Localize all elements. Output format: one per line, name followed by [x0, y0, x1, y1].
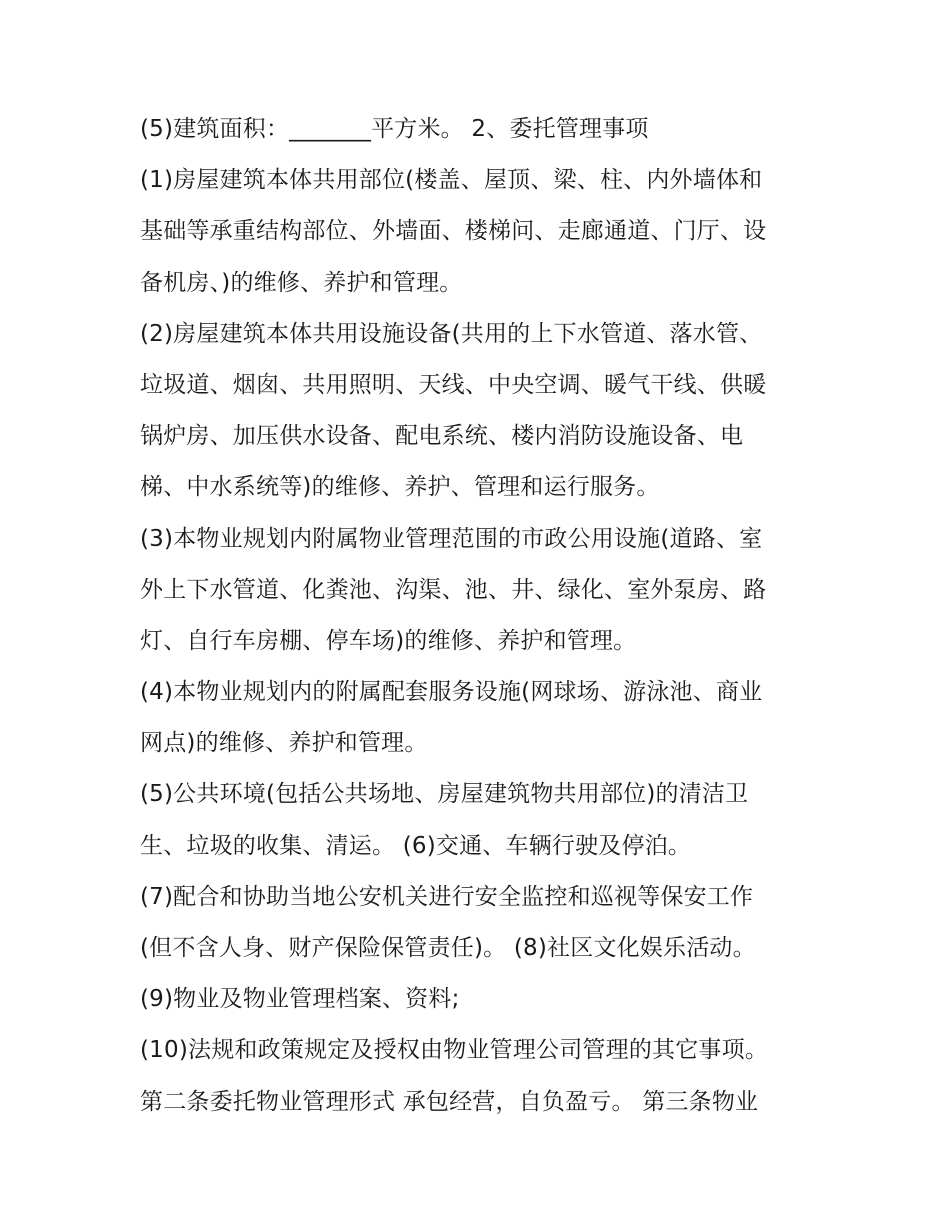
text-line: (10)法规和政策规定及授权由物业管理公司管理的其它事项。 [140, 1037, 769, 1064]
text-line: (9)物业及物业管理档案、资料; [140, 986, 460, 1013]
text-line: 第二条委托物业管理形式 承包经营，自负盈亏。 第三条物业 [140, 1088, 759, 1115]
text-line: (3)本物业规划内附属物业管理范围的市政公用设施(道路、室 [140, 525, 763, 552]
document-body [140, 104, 820, 1128]
text-line: 垃圾道、烟囱、共用照明、天线、中央空调、暖气干线、供暖 [140, 371, 767, 398]
text-line: 网点)的维修、养护和管理。 [140, 730, 428, 757]
text-line: (7)配合和协助当地公安机关进行安全监控和巡视等保安工作 [140, 883, 754, 910]
text-line: (1)房屋建筑本体共用部位(楼盖、屋顶、梁、柱、内外墙体和 [140, 167, 763, 194]
text-line: 灯、自行车房棚、停车场)的维修、养护和管理。 [140, 627, 637, 654]
text-line: 基础等承重结构部位、外墙面、楼梯问、走廊通道、门厅、设 [140, 218, 767, 245]
text-line: 外上下水管道、化粪池、沟渠、池、井、绿化、室外泵房、路 [140, 576, 767, 603]
text-line: (2)房屋建筑本体共用设施设备(共用的上下水管道、落水管、 [140, 320, 763, 347]
text-line: 备机房、)的维修、养护和管理。 [140, 269, 463, 296]
text-line: (4)本物业规划内的附属配套服务设施(网球场、游泳池、商业 [140, 679, 763, 706]
text-line: (但不含人身、财产保险保管责任)。 (8)社区文化娱乐活动。 [140, 935, 756, 961]
text-line: 锅炉房、加压供水设备、配电系统、楼内消防设施设备、电 [140, 423, 744, 450]
text-line: (5)建筑面积：_______平方米。 2、委托管理事项 [140, 116, 649, 142]
text-line: (5)公共环境(包括公共场地、房屋建筑物共用部位)的清洁卫 [140, 781, 749, 808]
text-line: 梯、中水系统等)的维修、养护、管理和运行服务。 [140, 474, 660, 501]
text-line: 生、垃圾的收集、清运。 (6)交通、车辆行驶及停泊。 [140, 832, 692, 859]
